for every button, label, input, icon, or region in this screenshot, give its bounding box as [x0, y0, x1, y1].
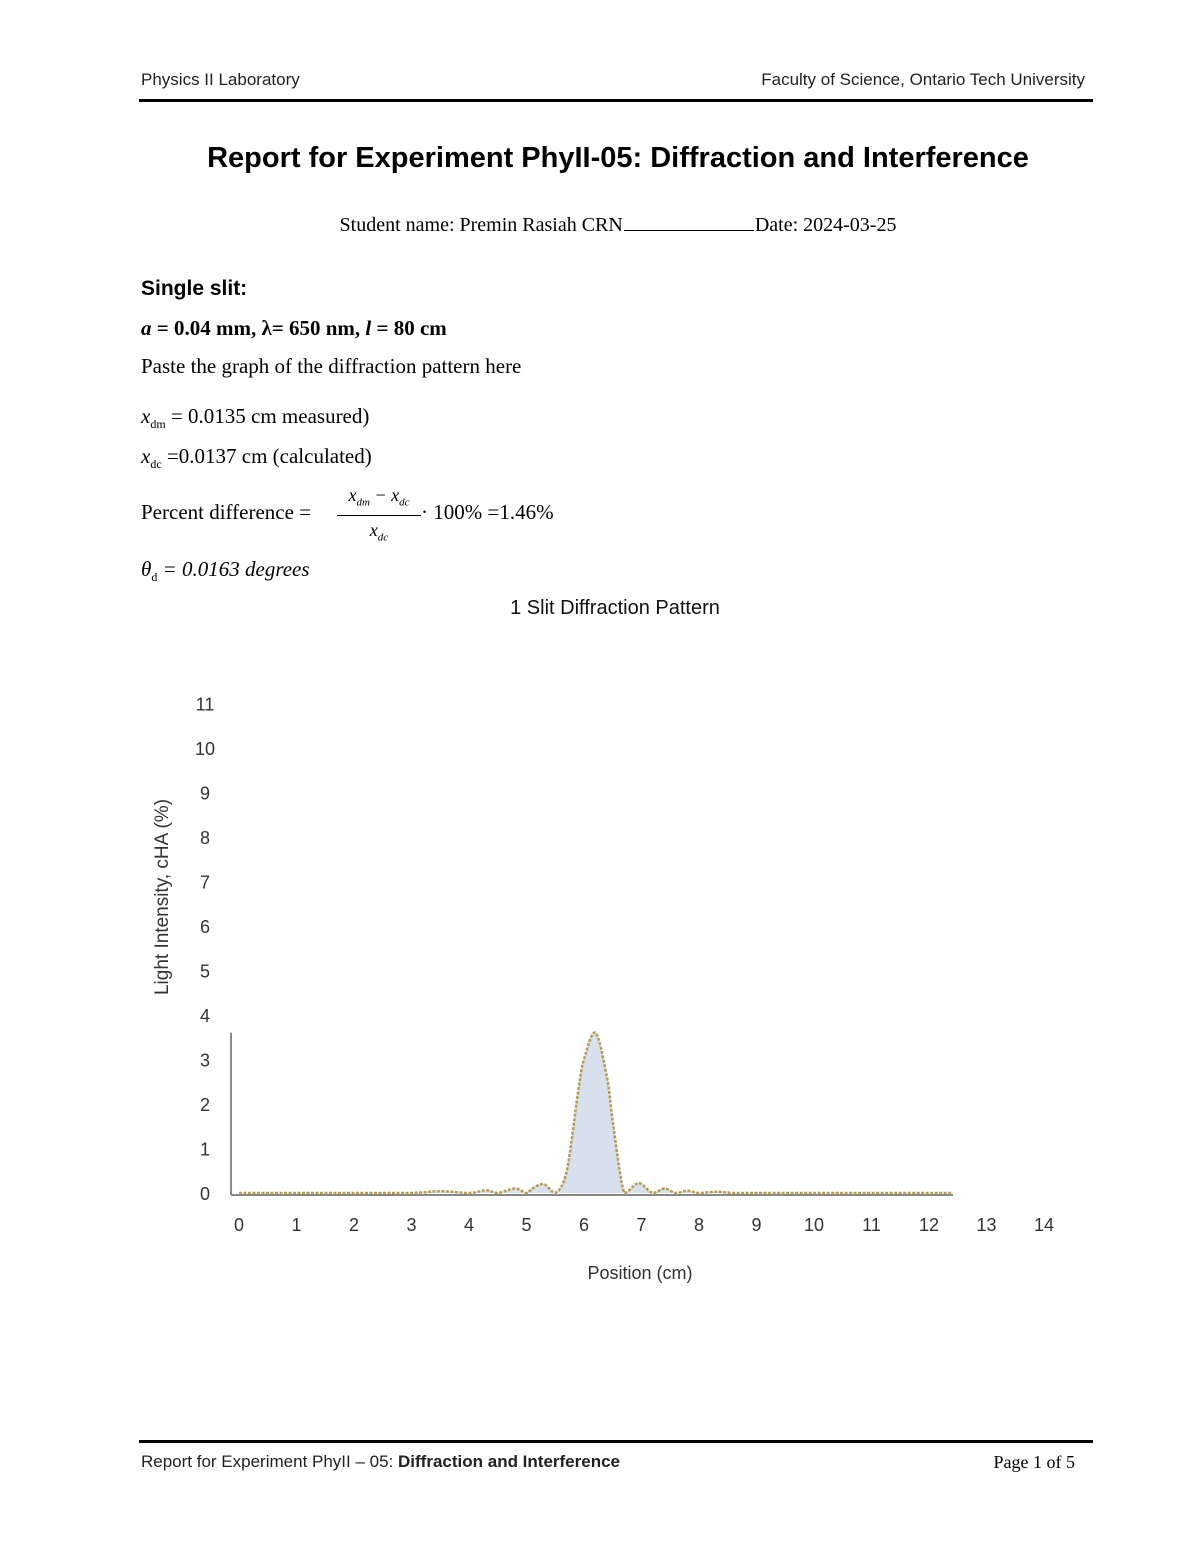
param-a-value: = 0.04 mm, [151, 316, 262, 340]
x-tick-label: 2 [348, 1215, 360, 1235]
y-tick-label: 3 [199, 1050, 211, 1071]
y-tick-label: 1 [199, 1139, 211, 1160]
y-tick-label: 7 [199, 872, 211, 893]
y-tick-label: 0 [199, 1184, 211, 1204]
percent-difference-label: Percent difference = [141, 500, 312, 524]
param-l-value: = 80 cm [371, 316, 447, 340]
x-tick-label: 4 [463, 1215, 475, 1235]
xdm-value: = 0.0135 cm measured) [165, 404, 370, 428]
y-tick-label: 2 [199, 1095, 211, 1115]
x-tick-label: 9 [751, 1215, 762, 1235]
param-lambda-symbol: λ [261, 316, 272, 340]
header-left: Physics II Laboratory [141, 70, 300, 89]
theta-subscript: d [151, 570, 158, 585]
num-x2: x [391, 485, 400, 505]
num-x2-sub: dc [399, 496, 410, 509]
y-tick-label: 5 [199, 961, 211, 982]
y-tick-label: 4 [199, 1006, 211, 1026]
y-tick-label: 8 [199, 828, 211, 848]
x-tick-label: 1 [291, 1215, 302, 1235]
intensity-area [239, 1032, 952, 1193]
page-title: Report for Experiment PhyII-05: Diffraction and Interference [207, 142, 1029, 174]
theta-value: = 0.0163 degrees [157, 557, 310, 581]
x-axis-label: Position (cm) [587, 1263, 693, 1283]
xdc-value: =0.0137 cm (calculated) [161, 444, 372, 468]
report-date: Date: 2024-03-25 [754, 214, 897, 236]
y-tick-label: 9 [199, 783, 211, 804]
xdm-symbol: x [141, 404, 151, 428]
x-tick-label: 6 [578, 1215, 590, 1235]
x-tick-label: 11 [862, 1215, 881, 1235]
x-tick-label: 3 [406, 1215, 417, 1235]
y-tick-label: 10 [194, 739, 216, 759]
chart-title: 1 Slit Diffraction Pattern [510, 597, 720, 619]
x-tick-label: 5 [521, 1215, 532, 1235]
num-x1: x [348, 485, 357, 505]
footer-left-bold: Diffraction and Interference [398, 1452, 621, 1471]
x-tick-label: 8 [693, 1215, 705, 1235]
x-tick-label: 14 [1033, 1215, 1055, 1235]
y-tick-label: 6 [199, 917, 211, 937]
den-x-sub: dc [377, 531, 389, 544]
paste-instruction: Paste the graph of the diffraction pattern here [141, 354, 522, 378]
param-l-symbol: l [365, 316, 372, 340]
footer-left-plain: Report for Experiment PhyII – 05: [141, 1452, 399, 1471]
den-x: x [369, 520, 378, 541]
param-a-symbol: a [141, 316, 152, 340]
xdc-symbol: x [141, 444, 151, 468]
x-tick-label: 12 [918, 1215, 940, 1235]
x-tick-label: 13 [976, 1215, 997, 1235]
x-tick-label: 10 [803, 1215, 825, 1235]
num-minus: − [369, 485, 392, 505]
num-x1-sub: dm [356, 496, 370, 509]
param-lambda-value: = 650 nm, [271, 316, 366, 340]
header-right: Faculty of Science, Ontario Tech University [761, 70, 1085, 89]
xdm-subscript: dm [150, 417, 166, 432]
student-name: Student name: Premin Rasiah CRN [339, 214, 623, 236]
footer-left [141, 1452, 620, 1472]
theta-symbol: θ [141, 557, 152, 581]
percent-difference-result: · 100% =1.46% [421, 500, 554, 524]
xdc-subscript: dc [150, 457, 162, 472]
y-axis-label: Light Intensity, cHA (%) [152, 798, 173, 996]
y-tick-label: 11 [195, 694, 215, 715]
page-number: Page 1 of 5 [993, 1452, 1075, 1472]
footer-rule [139, 1440, 1093, 1443]
section-heading: Single slit: [141, 277, 248, 300]
x-tick-label: 7 [636, 1215, 647, 1235]
x-tick-label: 0 [233, 1215, 245, 1235]
